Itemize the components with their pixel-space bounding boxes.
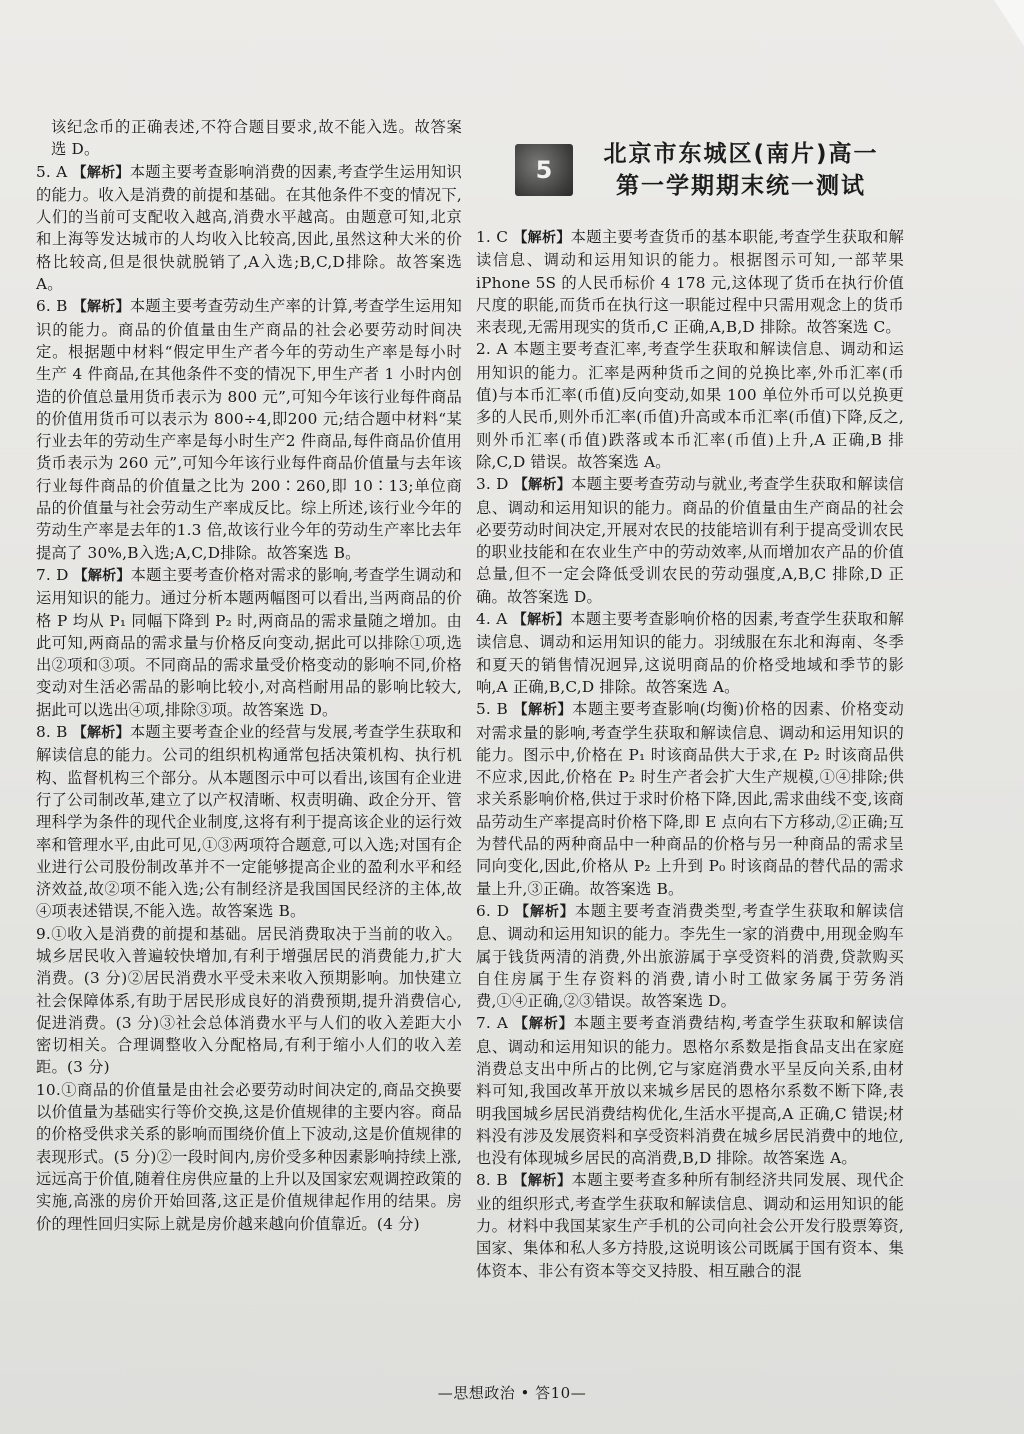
- left-column: [36, 116, 462, 1235]
- answer-item-5: 5. A 【解析】本题主要考查影响消费的因素,考查学生运用知识的能力。收入是消费的前提和基础。在其他条件不变的情况下,人们的当前可支配收入越高,消费水平越高。由题意可知,北京和上海等发达城市的人均收入比较高,因此,虽然这种大米的价格比较高,但是很快就脱销了,A入选;B,C,D排除。故答案选 A。: [36, 162, 462, 294]
- answer-item-r4: 4. A 【解析】本题主要考查影响价格的因素,考查学生获取和解读信息、调动和运用知识的能力。羽绒服在东北和海南、冬季和夏天的销售情况迥异,这说明商品的价格受地域和季节的影响,A 正确,B,C,D 排除。故答案选 A。: [476, 610, 905, 696]
- right-column: [476, 226, 904, 1282]
- answer-item-r6: 6. D 【解析】本题主要考查消费类型,考查学生获取和解读信息、调动和运用知识的能力。李先生一家的消费中,用现金购车属于钱货两清的消费,外出旅游属于享受资料的消费,贷款购买自住房属于生存资料的消费,请小时工做家务属于劳务消费,①④正确,②③错误。故答案选 D。: [476, 901, 904, 1011]
- answer-item-r7: 7. A 【解析】本题主要考查消费结构,考查学生获取和解读信息、调动和运用知识的能力。恩格尔系数是指食品支出在家庭消费总支出中所占的比例,它与家庭消费水平呈反向关系,由材料可知,我国改革开放以来城乡居民的恩格尔系数不断下降,表明我国城乡居民消费结构优化,生活水平提高,A 正确,C 错误;材料没有涉及发展资料和享受资料消费在城乡居民消费中的地位,也没有体现城乡居民的高消费,B,D 排除。故答案选 A。: [476, 1014, 904, 1168]
- answer-item-r3: 3. D 【解析】本题主要考查劳动与就业,考查学生获取和解读信息、调动和运用知识的能力。商品的价值量由生产商品的社会必要劳动时间决定,开展对农民的技能培训有利于提高受训农民的职业技能和在农业生产中的劳动效率,从而增加农产品的价值总量,但不一定会降低受训农民的劳动强度,A,B,C 排除,D 正确。故答案选 D。: [476, 475, 904, 606]
- answer-item-7: 7. D 【解析】本题主要考查价格对需求的影响,考查学生调动和运用知识的能力。通过分析本题两幅图可以看出,当两商品的价格 P 均从 P₁ 同幅下降到 P₂ 时,两商品的需求量随之增加。由此可知,两商品的需求量与价格反向变动,据此可以排除①项,选出②项和③项。不同商品的需求量受价格变动的影响不同,价格变动对生活必需品的影响比较小,对高档耐用品的影响比较大,据此可以选出④项,排除③项。故答案选 D。: [36, 565, 462, 719]
- answer-item-10: 10.①商品的价值量是由社会必要劳动时间决定的,商品交换要以价值量为基础实行等价交换,这是价值规律的主要内容。商品的价格受供求关系的影响而围绕价值上下波动,这是价值规律的表现形式。(5 分)②一段时间内,房价受多种因素影响持续上涨,远远高于价值,随着住房供应量的上升以及国家宏观调控政策的实施,高涨的房价开始回落,这正是价值规律起作用的结果。房价的理性回归实际上就是房价越来越向价值靠近。(4 分): [36, 1080, 462, 1233]
- answer-item-r1: 1. C 【解析】本题主要考查货币的基本职能,考查学生获取和解读信息、调动和运用知识的能力。根据图示可知,一部苹果 iPhone 5S 的人民币标价 4 178 元,这体现了货币在执行价值尺度的职能,而货币在执行这一职能过程中只需用观念上的货币来表现,无需用现实的货币,C 正确,A,B,D 排除。故答案选 C。: [476, 228, 904, 337]
- answer-item-r5: 5. B 【解析】本题主要考查影响(均衡)价格的因素、价格变动对需求量的影响,考查学生获取和解读信息、调动和运用知识的能力。图示中,价格在 P₁ 时该商品供大于求,在 P₂ 时该商品供不应求,因此,价格在 P₂ 时生产者会扩大生产规模,①④排除;供求关系影响价格,供过于求时价格下降,因此,需求曲线不变,该商品劳动生产率提高时价格下降,即 E 点向右下方移动,②正确;互为替代品的两种商品中一种商品的价格与另一种商品的需求呈同向变化,因此,价格从 P₂ 上升到 P₀ 时该商品的替代品的需求量上升,③正确。故答案选 B。: [476, 700, 905, 898]
- page-footer: —思想政治 • 答10—: [437, 1384, 587, 1402]
- section-header: [515, 138, 895, 208]
- answer-item-9: 9.①收入是消费的前提和基础。居民消费取决于当前的收入。城乡居民收入普遍较快增加,有利于增强居民的消费能力,扩大消费。(3 分)②居民消费水平受未来收入预期影响。加快建立社会保障体系,有助于居民形成良好的消费预期,提升消费信心,促进消费。(3 分)③社会总体消费水平与人们的收入差距大小密切相关。合理调整收入分配格局,有利于缩小人们的收入差距。(3 分): [36, 924, 462, 1077]
- continued-text: 该纪念币的正确表述,不符合题目要求,故不能入选。故答案选 D。: [51, 118, 462, 159]
- answer-item-r8: 8. B 【解析】本题主要考查多种所有制经济共同发展、现代企业的组织形式,考查学生获取和解读信息、调动和运用知识的能力。材料中我国某家生产手机的公司向社会公开发行股票筹资,国家、集体和私人多方持股,这说明该公司既属于国有资本、集体资本、非公有资本等交叉持股、相互融合的混: [476, 1171, 905, 1280]
- section-title: 北京市东城区(南片)高一 第一学期期末统一测试: [603, 141, 879, 199]
- folded-corner: [994, 0, 1024, 46]
- answer-item-6: 6. B 【解析】本题主要考查劳动生产率的计算,考查学生运用知识的能力。商品的价值量由生产商品的社会必要劳动时间决定。根据题中材料“假定甲生产者今年的劳动生产率是每小时生产 4 件商品,在其他条件不变的情况下,甲生产者 1 小时内创造的价值总量用货币表示为 800 元”,可知今年该行业每件商品的价值用货币可以表示为 800÷4,即200 元;结合题中材料“某行业去年的劳动生产率是每小时生产2 件商品,每件商品价值用货币表示为 260 元”,可知今年该行业每件商品价值量与去年该行业每件商品的价值量之比为 200∶260,即 10∶13;单位商品的价值量与社会劳动生产率成反比。综上所述,该行业今年的劳动生产率是去年的1.3 倍,故该行业今年的劳动生产率比去年提高了 30%,B入选;A,C,D排除。故答案选 B。: [36, 297, 463, 562]
- answer-item-8: 8. B 【解析】本题主要考查企业的经营与发展,考查学生获取和解读信息的能力。公司的组织机构通常包括决策机构、执行机构、监督机构三个部分。从本题图示中可以看出,该国有企业进行了公司制改革,建立了以产权清晰、权责明确、政企分开、管理科学为条件的现代企业制度,这将有利于提高该企业的运行效率和管理水平,由此可见,①③两项符合题意,可以入选;对国有企业进行公司股份制改革并不一定能够提高企业的盈利水平和经济效益,故②项不能入选;公有制经济是我国国民经济的主体,故④项表述错误,不能入选。故答案选 B。: [36, 723, 463, 921]
- section-number-badge: 5: [515, 144, 573, 196]
- answer-item-r2: 2. A 本题主要考查汇率,考查学生获取和解读信息、调动和运用知识的能力。汇率是两种货币之间的兑换比率,外币汇率(币值)与本币汇率(币值)反向变动,如果 100 单位外币可以兑换更多的人民币,则外币汇率(币值)升高或本币汇率(币值)下降,反之,则外币汇率(币值)跌落或本币汇率(币值)上升,A 正确,B 排除,C,D 错误。故答案选 A。: [476, 340, 904, 471]
